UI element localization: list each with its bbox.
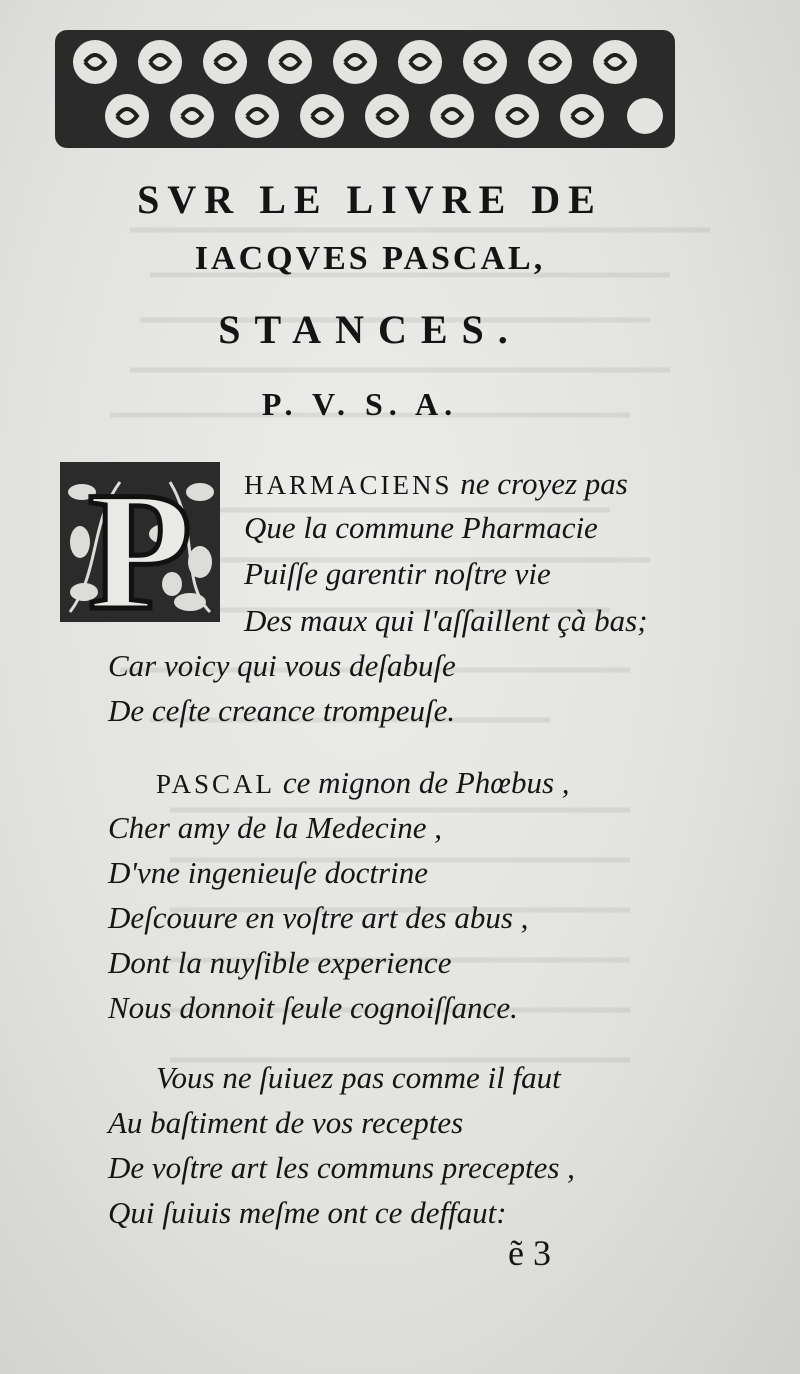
stanza1-line-4: Des maux qui l'aſſaillent çà bas; bbox=[244, 603, 648, 638]
stanza1-opening-caps: HARMACIENS bbox=[244, 470, 453, 500]
dropcap-letter: P bbox=[88, 462, 192, 622]
stanza3-line-4: Qui ſuiuis meſme ont ce deffaut: bbox=[108, 1195, 507, 1230]
stanza1-line-6: De ceſte creance trompeuſe. bbox=[108, 693, 456, 728]
stanza2-line-5: Dont la nuyſible experience bbox=[108, 945, 452, 980]
stanza2-line-3: D'vne ingenieuſe doctrine bbox=[108, 855, 428, 890]
stanza2-opening-rest: ce mignon de Phœbus , bbox=[275, 765, 570, 800]
signature-mark: ẽ 3 bbox=[508, 1233, 551, 1273]
stanza1-line-3: Puiſſe garentir noſtre vie bbox=[244, 556, 551, 591]
stanza2-line-4: Deſcouure en voſtre art des abus , bbox=[108, 900, 529, 935]
stanza2-opening-caps: PASCAL bbox=[156, 769, 276, 799]
stanza1-opening-rest: ne croyez pas bbox=[452, 466, 628, 501]
title-line-3: STANCES. bbox=[218, 307, 522, 352]
stanza2-line-2: Cher amy de la Medecine , bbox=[108, 810, 442, 845]
title-line-1: SVR LE LIVRE DE bbox=[137, 177, 603, 222]
stanza3-line-1: Vous ne ſuiuez pas comme il faut bbox=[156, 1060, 561, 1095]
stanza1-line-5: Car voicy qui vous deſabuſe bbox=[108, 648, 456, 683]
stanza2-line-6: Nous donnoit ſeule cognoiſſance. bbox=[108, 990, 518, 1025]
stanza2-line-1 bbox=[156, 765, 570, 801]
decorated-dropcap bbox=[60, 462, 220, 622]
stanza1-line-2: Que la commune Pharmacie bbox=[244, 510, 598, 545]
ornamental-headpiece bbox=[55, 24, 675, 154]
stanza3-line-2: Au baſtiment de vos receptes bbox=[108, 1105, 464, 1140]
stanza1-line-1 bbox=[244, 466, 628, 502]
title-line-2: IACQVES PASCAL, bbox=[194, 240, 546, 277]
title-line-4: P. V. S. A. bbox=[261, 386, 459, 422]
stanza3-line-3: De voſtre art les communs preceptes , bbox=[108, 1150, 575, 1185]
